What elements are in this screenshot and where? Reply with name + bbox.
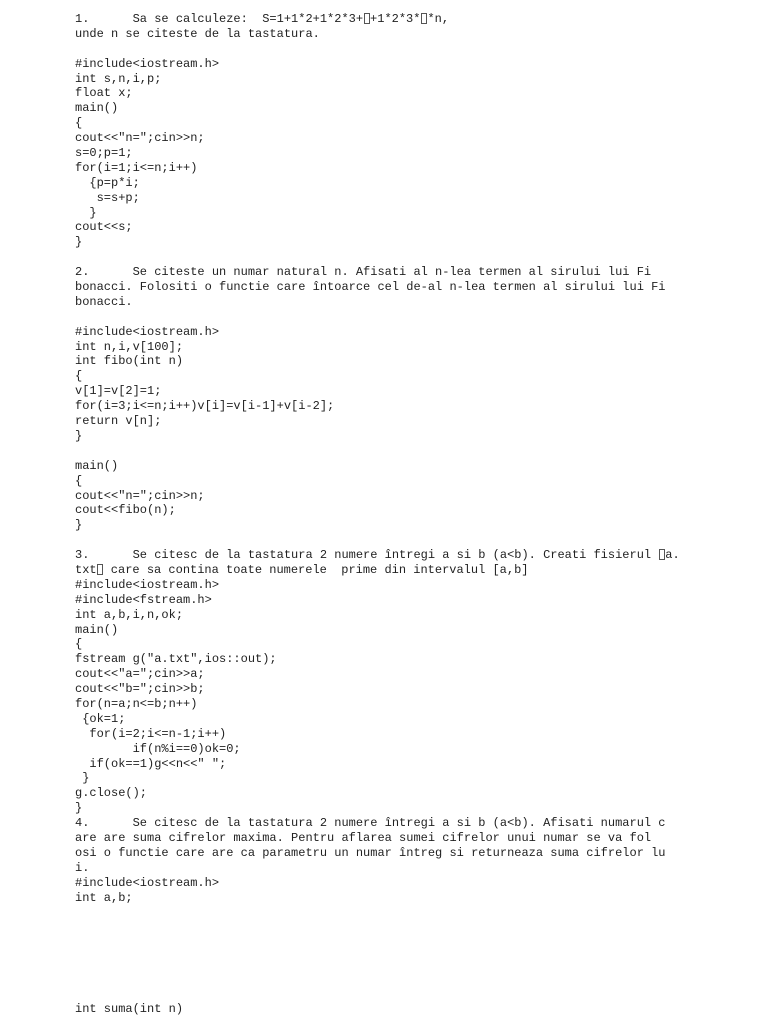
spacer <box>75 444 755 459</box>
problem4-code-block <box>75 876 755 906</box>
missing-glyph-box <box>97 564 103 575</box>
code-line: int s,n,i,p; <box>75 71 162 86</box>
code-line: for(i=3;i<=n;i++)v[i]=v[i-1]+v[i-2]; <box>75 399 335 414</box>
problem1-statement-line2: unde n se citeste de la tastatura. <box>75 26 320 41</box>
missing-glyph-box <box>659 549 665 560</box>
code-line: int a,b,i,n,ok; <box>75 607 184 622</box>
code-line: fstream g("a.txt",ios::out); <box>75 652 277 667</box>
code-line: main() <box>75 622 119 637</box>
code-line: for(i=1;i<=n;i++) <box>75 160 198 175</box>
problem3-statement <box>75 548 755 578</box>
code-line: { <box>75 369 83 384</box>
code-line: v[1]=v[2]=1; <box>75 384 162 399</box>
code-line: s=s+p; <box>75 190 140 205</box>
code-line: cout<<"a=";cin>>a; <box>75 667 205 682</box>
code-line: } <box>75 235 83 250</box>
code-line: cout<<"n=";cin>>n; <box>75 131 205 146</box>
problem2-main-block <box>75 459 755 533</box>
spacer <box>75 250 755 265</box>
code-line: cout<<"b=";cin>>b; <box>75 682 205 697</box>
code-line: } <box>75 801 83 816</box>
problem3-code-block <box>75 578 755 816</box>
code-line: main() <box>75 458 119 473</box>
spacer <box>75 533 755 548</box>
spacer <box>75 310 755 325</box>
code-line: s=0;p=1; <box>75 146 133 161</box>
code-line: if(ok==1)g<<n<<" "; <box>75 756 227 771</box>
statement-line: 3. Se citesc de la tastatura 2 numere întregi a si b (a<b). Creati fisierul a. <box>75 548 680 563</box>
code-line: } <box>75 518 83 533</box>
code-line: { <box>75 637 83 652</box>
code-line: } <box>75 428 83 443</box>
statement-line: 2. Se citeste un numar natural n. Afisati al n-lea termen al sirului lui Fi <box>75 265 652 280</box>
statement-line: i. <box>75 860 90 875</box>
statement-line: bonacci. <box>75 294 133 309</box>
problem4-code-continued <box>75 1002 755 1017</box>
spacer <box>75 42 755 57</box>
code-line: #include<iostream.h> <box>75 875 220 890</box>
problem4-statement <box>75 816 755 876</box>
code-line: return v[n]; <box>75 414 162 429</box>
code-line: int fibo(int n) <box>75 354 184 369</box>
code-line: #include<iostream.h> <box>75 577 220 592</box>
statement-line: bonacci. Folositi o functie care întoarce cel de-al n-lea termen al sirului lui Fi <box>75 280 666 295</box>
code-line: #include<iostream.h> <box>75 324 220 339</box>
code-line: for(i=2;i<=n-1;i++) <box>75 726 227 741</box>
problem1-statement-line1: 1. Sa se calculeze: S=1+1*2+1*2*3+ +1*2*3* *n, <box>75 12 450 26</box>
statement-line: txt care sa contina toate numerele prime din intervalul [a,b] <box>75 562 529 577</box>
code-line: {ok=1; <box>75 711 126 726</box>
code-line: #include<fstream.h> <box>75 592 212 607</box>
code-line: { <box>75 116 83 131</box>
code-line: { <box>75 473 83 488</box>
code-line: float x; <box>75 86 133 101</box>
problem1-code-block <box>75 57 755 251</box>
code-line: cout<<"n=";cin>>n; <box>75 488 205 503</box>
code-line: g.close(); <box>75 786 148 801</box>
document-page <box>75 12 755 1017</box>
problem2-statement <box>75 265 755 310</box>
missing-glyph-box <box>364 13 370 24</box>
statement-line: are are suma cifrelor maxima. Pentru aflarea sumei cifrelor unui numar se va fol <box>75 830 652 845</box>
code-line: int suma(int n) <box>75 1002 184 1017</box>
problem2-code-block <box>75 325 755 444</box>
page-break-gap <box>75 905 755 1002</box>
code-line: for(n=a;n<=b;n++) <box>75 696 198 711</box>
statement-line: 4. Se citesc de la tastatura 2 numere întregi a si b (a<b). Afisati numarul c <box>75 816 666 831</box>
code-line: } <box>75 771 90 786</box>
statement-line: osi o functie care are ca parametru un numar întreg si returneaza suma cifrelor lu <box>75 845 666 860</box>
code-line: cout<<fibo(n); <box>75 503 176 518</box>
code-line: int a,b; <box>75 890 133 905</box>
code-line: int n,i,v[100]; <box>75 339 184 354</box>
code-line: #include<iostream.h> <box>75 56 220 71</box>
code-line: } <box>75 205 97 220</box>
code-line: if(n%i==0)ok=0; <box>75 741 241 756</box>
code-line: cout<<s; <box>75 220 133 235</box>
code-line: main() <box>75 101 119 116</box>
code-line: {p=p*i; <box>75 175 140 190</box>
